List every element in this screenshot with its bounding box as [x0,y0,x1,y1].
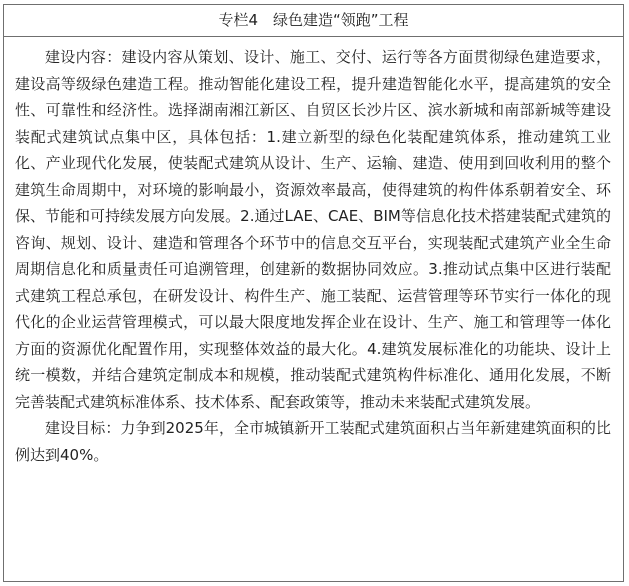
construction-goal-paragraph: 建设目标：力争到2025年，全市城镇新开工装配式建筑面积占当年新建建筑面积的比例达到40%。 [15,419,611,464]
column-title: 专栏4 绿色建造“领跑”工程 [4,5,623,37]
construction-content-paragraph: 建设内容：建设内容从策划、设计、施工、交付、运行等各方面贯彻绿色建造要求，建设高等级绿色建造工程。推动智能化建设工程，提升建造智能化水平，提高建筑的安全性、可靠性和经济性。选择湖南湘江新区、自贸区长沙片区、滨水新城和南部新城等建设装配式建筑试点集中区，具体包括：1.建立新型的绿色化装配建筑体系，推动建筑工业化、产业现代化发展，使装配式建筑从设计、生产、运输、建造、使用到回收利用的整个建筑生命周期中，对环境的影响最小，资源效率最高，使得建筑的构件体系朝着安全、环保、节能和可持续发展方向发展。2.通过LAE、CAE、BIM等信息化技术搭建装配式建筑的咨询、规划、设计、建造和管理各个环节中的信息交互平台，实现装配式建筑产业全生命周期信息化和质量责任可追溯管理，创建新的数据协同效应。3.推动试点集中区进行装配式建筑工程总承包，在研发设计、构件生产、施工装配、运营管理等环节实行一体化的现代化的企业运营管理模式，可以最大限度地发挥企业在设计、生产、施工和管理等一体化方面的资源优化配置作用，实现整体效益的最大化。4.建筑发展标准化的功能块、设计上统一模数，并结合建筑定制成本和规模，推动装配式建筑构件标准化、通用化发展，不断完善装配式建筑标准体系、技术体系、配套政策等，推动未来装配式建筑发展。 [15,48,611,411]
column-body [4,37,623,468]
special-column-box [3,4,624,582]
